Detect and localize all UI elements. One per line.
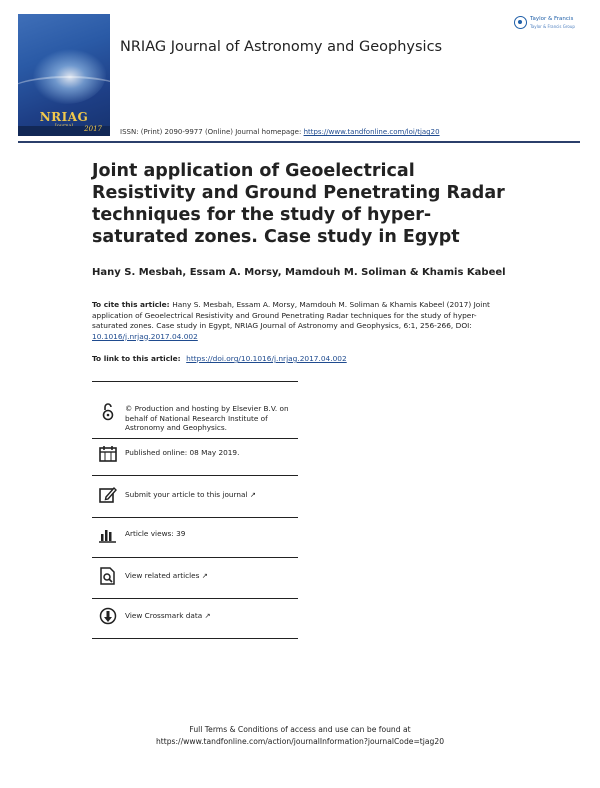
issn-text: ISSN: (Print) 2090-9977 (Online) Journal homepage: xyxy=(120,128,304,136)
footer-terms-text: Full Terms & Conditions of access and use can be found at xyxy=(189,725,411,734)
published-date: Published online: 08 May 2019. xyxy=(125,448,240,457)
related-articles-link[interactable]: View related articles ↗ xyxy=(125,571,208,580)
article-views: Article views: 39 xyxy=(125,529,186,538)
bar-chart-icon xyxy=(98,525,118,545)
article-authors: Hany S. Mesbah, Essam A. Morsy, Mamdouh M. Soliman & Khamis Kabeel xyxy=(92,267,506,278)
crossmark-icon xyxy=(98,606,118,626)
publisher-logo[interactable] xyxy=(514,14,586,34)
edit-icon xyxy=(98,485,118,505)
publisher-logo-tagline: Taylor & Francis Group xyxy=(530,24,575,29)
citation-doi-link[interactable]: 10.1016/j.nrjag.2017.04.002 xyxy=(92,331,198,341)
article-link-line xyxy=(92,354,347,363)
open-access-icon xyxy=(98,402,118,422)
info-top-divider xyxy=(92,381,298,382)
publisher-logo-name: Taylor & Francis xyxy=(530,16,574,22)
article-link-label: To link to this article: xyxy=(92,354,184,363)
magnifier-doc-icon xyxy=(98,566,118,586)
crossmark-link[interactable]: View Crossmark data ↗ xyxy=(125,611,211,620)
citation-block xyxy=(92,300,512,342)
copyright-text: © Production and hosting by Elsevier B.V. on behalf of National Research Institute of Astronomy and Geophysics. xyxy=(125,404,289,432)
cover-title: NRIAG xyxy=(39,110,89,124)
journal-homepage-link[interactable]: https://www.tandfonline.com/loi/tjag20 xyxy=(303,128,440,136)
cover-year: 2017 xyxy=(84,125,102,133)
footer-terms-link[interactable]: https://www.tandfonline.com/action/journalInformation?journalCode=tjag20 xyxy=(155,737,445,746)
journal-name: NRIAG Journal of Astronomy and Geophysics xyxy=(120,39,443,55)
journal-cover-image xyxy=(18,14,110,136)
citation-label: To cite this article: xyxy=(92,300,173,309)
calendar-icon xyxy=(98,444,118,464)
issn-line xyxy=(120,128,440,136)
header-divider xyxy=(18,141,580,143)
publisher-logo-icon xyxy=(514,16,527,29)
article-doi-link[interactable]: https://doi.org/10.1016/j.nrjag.2017.04.002 xyxy=(186,354,347,363)
citation-text: Hany S. Mesbah, Essam A. Morsy, Mamdouh M. Soliman & Khamis Kabeel (2017) Joint application of Geoelectrical Resistivity and Ground Penetrating Radar techniques for the study of hyper-saturated zones. Case study in Egypt, NRIAG Journal of Astronomy and Geophysics, 6:1, 256-266, DOI: xyxy=(92,300,490,330)
article-title: Joint application of Geoelectrical Resistivity and Ground Penetrating Radar techniques for the study of hyper-saturated zones. Case study in Egypt xyxy=(92,161,505,247)
submit-article-link[interactable]: Submit your article to this journal ↗ xyxy=(125,490,256,499)
